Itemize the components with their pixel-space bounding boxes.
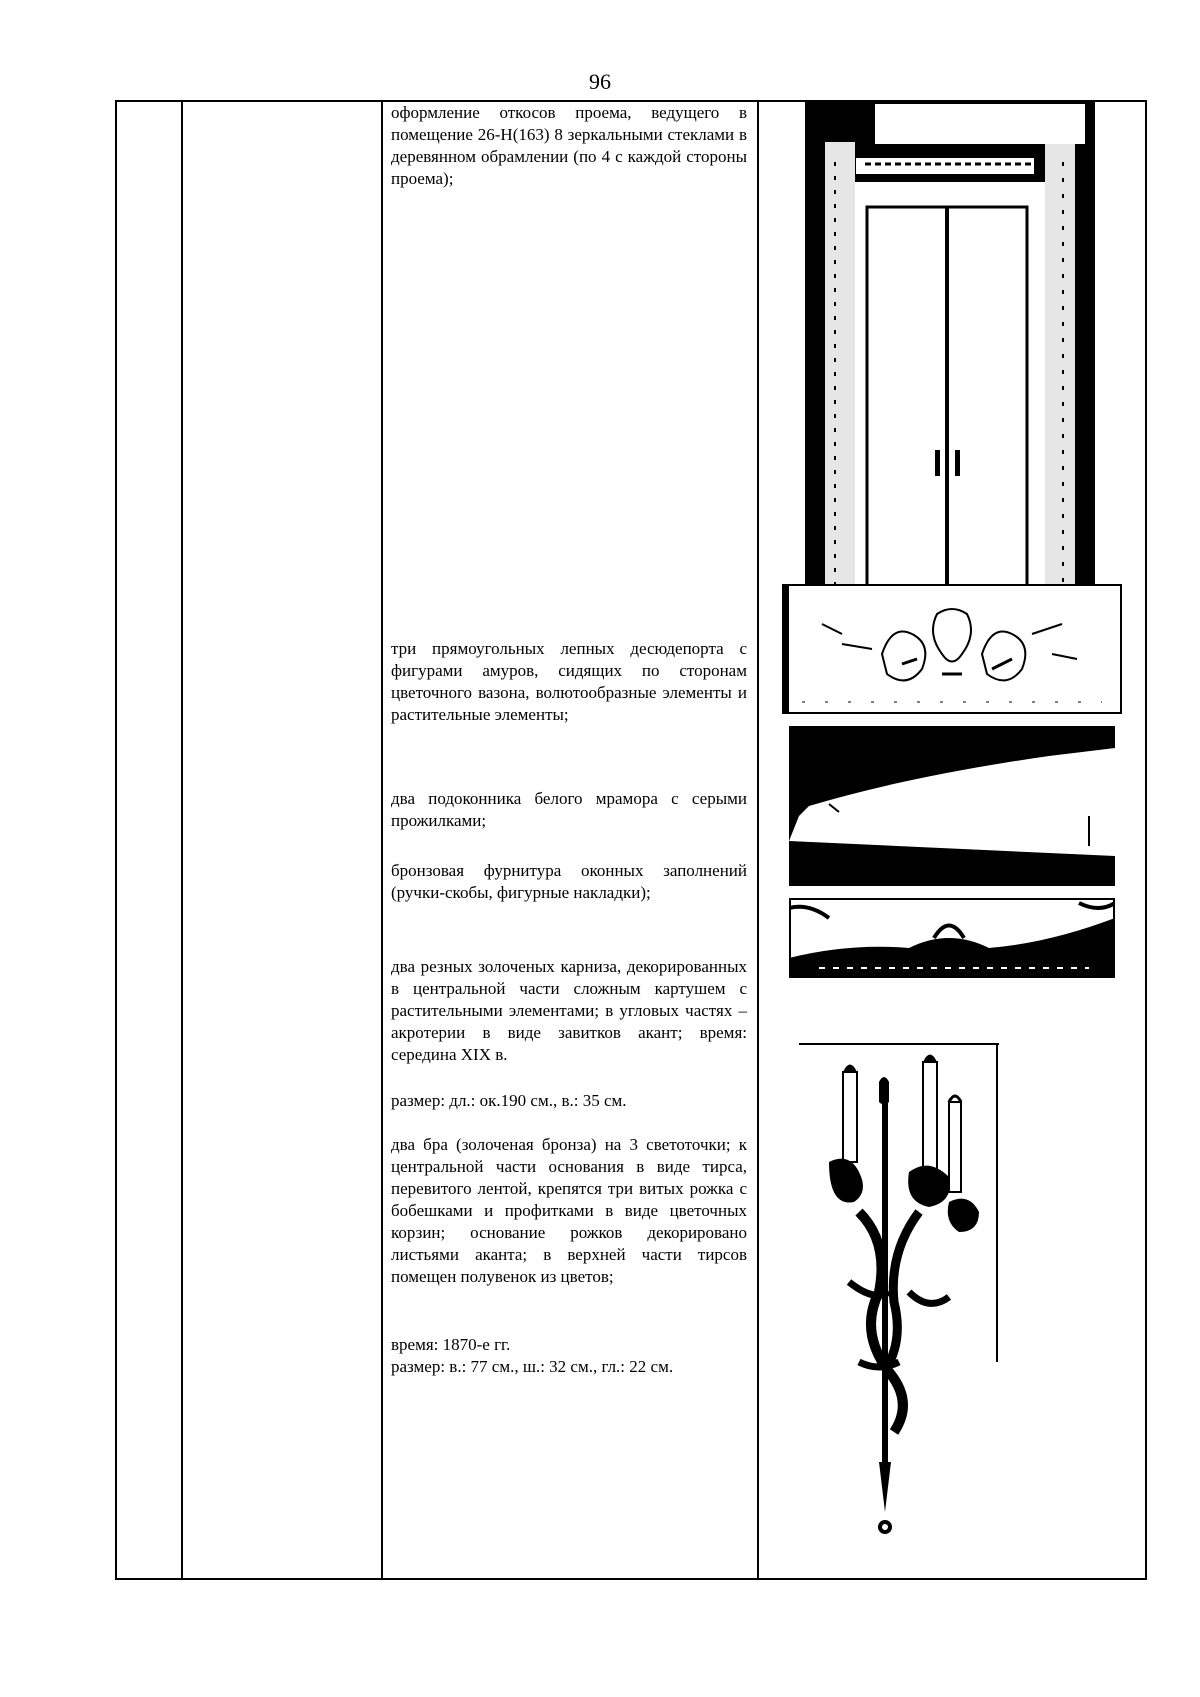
description-hardware: бронзовая фурнитура оконных заполнений (ручки-скобы, фигурные накладки); [391,861,747,902]
column-divider [757,102,759,1578]
description-cornices: два резных золоченых карниза, декорированных в центральной части сложным картушем с растительными элементами; в угловых частях – акротерии в виде завитков акант; время: середина XIX в. [391,957,747,1064]
description-slopes: оформление откосов проема, ведущего в помещение 26-Н(163) 8 зеркальными стеклами в деревянном обрамлении (по 4 с каждой стороны проема); [391,103,747,188]
inventory-table [115,100,1147,1580]
marble-photo [789,726,1115,886]
column-divider [381,102,383,1578]
size-sconces: размер: в.: 77 см., ш.: 32 см., гл.: 22 см. [391,1357,674,1376]
page-number: 96 [589,69,611,94]
relief-photo [782,584,1122,714]
time-sconces: время: 1870-е гг. [391,1335,511,1354]
description-sconces: два бра (золоченая бронза) на 3 светоточки; к центральной части основания в виде тирса, перевитого лентой, крепятся три витых рожка с бобешками и профитками в виде цветочных корзин; основание рожков декорировано листьями аканта; в верхней части тирсов помещен полувенок из цветов; [391,1135,747,1286]
column-divider [181,102,183,1578]
size-cornices: размер: дл.: ок.190 см., в.: 35 см. [391,1091,627,1110]
cornice-photo [789,898,1115,978]
description-overdoors: три прямоугольных лепных десюдепорта с фигурами амуров, сидящих по сторонам цветочного вазона, волютообразные элементы и растительные элементы; [391,639,747,724]
description-sills: два подоконника белого мрамора с серыми прожилками; [391,789,747,830]
door-photo [805,102,1095,622]
sconce-photo [799,1042,999,1552]
